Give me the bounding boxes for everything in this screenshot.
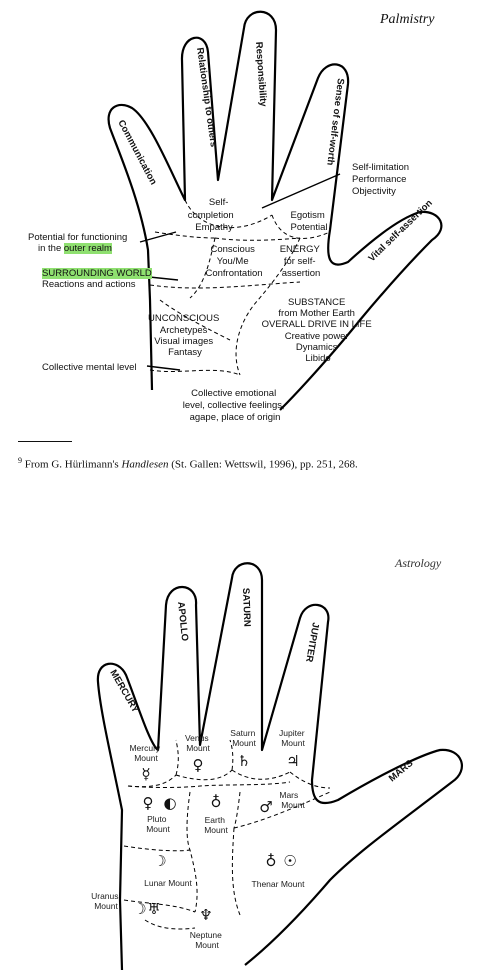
thenar-earth-symbol-icon: ♁: [265, 852, 277, 870]
mount-uranus: Uranus Mount: [91, 891, 119, 911]
mercury-symbol-icon: ☿: [141, 765, 151, 783]
astrology-hand-figure: [0, 560, 482, 972]
finger-label-mars: MARS: [386, 757, 416, 785]
mount-venus: Venus Mount: [184, 733, 210, 753]
mount-earth: Earth Mount: [204, 815, 228, 835]
zone-self-limitation: Self-limitation Performance Objectivity: [352, 162, 410, 197]
finger-label-responsibility: Responsibility: [253, 41, 269, 107]
footnote: $^9$ From G. Hürlimann's Handlesen (St. Gallen: Wettswil, 1996), pp. 251, 268.: [18, 456, 358, 471]
mount-mercury: Mercury Mount: [129, 743, 161, 763]
lunar-symbol-icon: ☽: [153, 852, 167, 870]
surrounding-world-highlight: SURROUNDING WORLD: [42, 268, 152, 279]
mount-thenar: Thenar Mount: [251, 879, 305, 889]
earth-symbol-icon: ♁: [210, 793, 222, 811]
zone-outer-realm: Potential for functioning in the outer realm: [28, 232, 128, 254]
mount-mars: Mars Mount: [279, 790, 305, 810]
finger-label-saturn: SATURN: [240, 587, 253, 627]
zone-unconscious: UNCONSCIOUS Archetypes Visual images Fantasy: [148, 313, 220, 358]
mars-symbol-icon: ♂: [259, 798, 273, 816]
finger-label-relationship: Relationship to others: [194, 46, 219, 148]
palmistry-hand-figure: [0, 0, 482, 430]
venus-symbol-icon: ♀: [192, 756, 204, 774]
mount-saturn: Saturn Mount: [230, 728, 256, 748]
palmistry-hand-outline: [109, 12, 442, 410]
jupiter-symbol-icon: ♃: [286, 752, 300, 770]
outer-realm-highlight: outer realm: [63, 243, 112, 254]
mount-neptune: Neptune Mount: [189, 930, 222, 950]
zone-self-completion: Self- completion Empathy: [187, 197, 234, 233]
zone-energy: ENERGY for self- assertion: [279, 244, 321, 279]
finger-label-communication: Communication: [115, 118, 159, 187]
finger-label-vital: Vital self-assertion: [366, 197, 435, 265]
saturn-symbol-icon: ♄: [237, 752, 251, 770]
pluto-symbol-icon: ♀: [142, 794, 154, 812]
finger-label-self-worth: Sense of self-worth: [324, 77, 346, 166]
mount-pluto: Pluto Mount: [146, 814, 170, 834]
zone-egotism: Egotism Potential: [290, 210, 328, 233]
mount-jupiter: Jupiter Mount: [279, 728, 305, 748]
uranus-symbol-icon: ♅: [147, 900, 161, 918]
thenar-sun-symbol-icon: ☉: [283, 852, 297, 870]
pluto-moon-icon: ◐: [163, 794, 177, 812]
mount-lunar: Lunar Mount: [144, 878, 192, 888]
finger-label-jupiter: JUPITER: [303, 621, 321, 663]
zone-substance: SUBSTANCE from Mother Earth OVERALL DRIVE IN LIFE Creative power Dynamics Libido: [261, 297, 372, 364]
palmistry-title: Palmistry: [380, 12, 435, 27]
finger-label-mercury: MERCURY: [107, 668, 141, 715]
zone-conscious: Conscious You/Me Confrontation: [205, 244, 263, 279]
zone-surrounding-world: SURROUNDING WORLD Reactions and actions: [42, 268, 152, 290]
zone-collective-emotional: Collective emotional level, collective feelings, agape, place of origin: [182, 388, 285, 423]
uranus-moon-icon: ☽: [133, 900, 147, 918]
astrology-title: Astrology: [395, 556, 442, 570]
finger-label-apollo: APOLLO: [175, 601, 191, 642]
zone-collective-mental: Collective mental level: [42, 362, 137, 373]
footnote-rule: [18, 441, 72, 442]
neptune-symbol-icon: ♆: [199, 906, 213, 924]
